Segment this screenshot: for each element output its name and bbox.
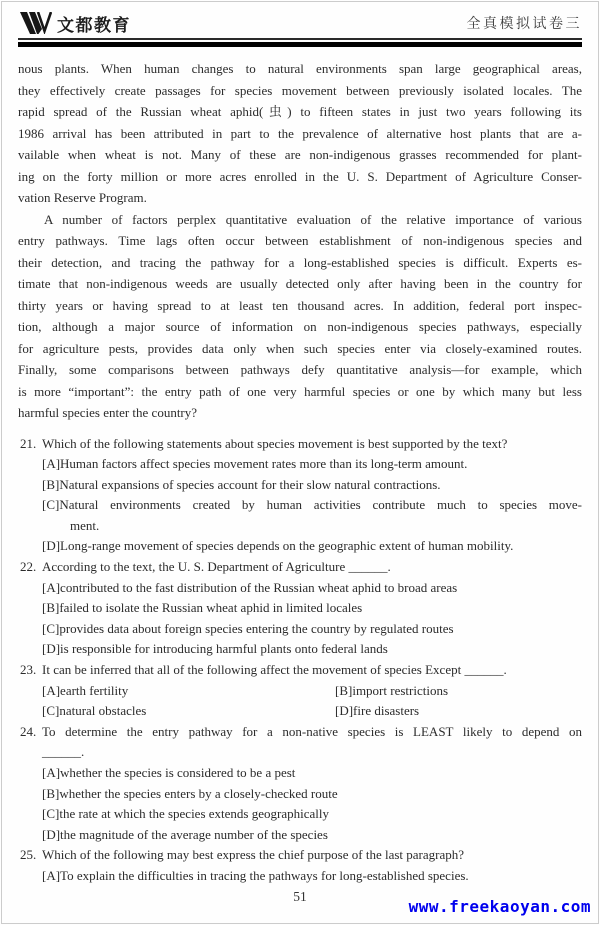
passage-line: 1986 arrival has been attributed in part to the prevalence of alternative host plants that are a- bbox=[18, 125, 582, 141]
brand-name: 文都教育 bbox=[57, 15, 131, 35]
passage-line: A number of factors perplex quantitative evaluation of the relative importance of various bbox=[44, 211, 582, 227]
passage-line: nous plants. When human changes to natural environments span large geographical areas, bbox=[18, 61, 582, 76]
question-number: 24. bbox=[20, 723, 37, 739]
passage-line: is more “important”: the entry path of one very harmful species or one by which many but less bbox=[18, 383, 582, 399]
question-body bbox=[42, 722, 582, 846]
question-number: 23. bbox=[20, 662, 37, 678]
reading-passage bbox=[18, 58, 582, 424]
question-body bbox=[42, 557, 582, 660]
question-number: 21. bbox=[20, 435, 37, 451]
passage-line: they effectively create passages for species movement between previously isolated locales. The bbox=[18, 82, 582, 98]
option-cell: [B]import restrictions bbox=[335, 682, 449, 698]
question-stem-line: Which of the following may best express the chief purpose of the last paragraph? bbox=[42, 847, 464, 863]
option-line: [B]Natural expansions of species account for their slow natural contractions. bbox=[42, 476, 441, 492]
option-line: [A]whether the species is considered to be a pest bbox=[42, 765, 296, 780]
question-body bbox=[42, 660, 582, 722]
option-line: ment. bbox=[70, 517, 100, 533]
watermark-link[interactable]: www.freekaoyan.com bbox=[408, 897, 591, 916]
header-rule-thick bbox=[18, 42, 582, 47]
option-line: [C]provides data about foreign species entering the country by regulated routes bbox=[42, 620, 454, 636]
passage-line: harmful species enter the country? bbox=[18, 405, 198, 420]
page-header bbox=[20, 10, 582, 36]
passage-line: vation Reserve Program. bbox=[18, 190, 147, 205]
option-cell: [A]earth fertility bbox=[42, 682, 129, 698]
option-line: [D]Long-range movement of species depends on the geographic extent of human mobility. bbox=[42, 538, 514, 554]
brand bbox=[20, 11, 131, 36]
passage-line: thirty years or having spread to at least ten thousand acres. In addition, federal port inspec- bbox=[18, 297, 582, 313]
option-line: [A]contributed to the fast distribution of the Russian wheat aphid to broad areas bbox=[42, 579, 458, 595]
question bbox=[18, 845, 582, 886]
option-line: [D]the magnitude of the average number of the species bbox=[42, 826, 328, 842]
question-stem-line: To determine the entry pathway for a non-native species is LEAST likely to depend on bbox=[42, 723, 582, 739]
question-stem-line: It can be inferred that all of the following affect the movement of species Except ______. bbox=[42, 662, 507, 678]
passage-line: Finally, some comparisons between pathways defy quantitative analysis—for example, which bbox=[18, 362, 582, 377]
passage-line: for agriculture pests, provides data only when such species enter via closely-examined routes. bbox=[18, 340, 582, 356]
question bbox=[18, 660, 582, 722]
passage-line: their detection, and tracing the pathway for a long-established species is difficult. Experts es- bbox=[18, 254, 582, 270]
option-line: [B]failed to isolate the Russian wheat aphid in limited locales bbox=[42, 600, 363, 616]
question-stem-line: According to the text, the U. S. Department of Agriculture ______. bbox=[42, 559, 391, 575]
option-line: [C]Natural environments created by human activities contribute much to species move- bbox=[42, 497, 582, 513]
option-line: [C]the rate at which the species extends geographically bbox=[42, 806, 329, 822]
question-stem-line: Which of the following statements about species movement is best supported by the text? bbox=[42, 435, 508, 451]
question-list bbox=[18, 434, 582, 887]
question-number: 22. bbox=[20, 559, 37, 575]
question-number: 25. bbox=[20, 847, 37, 863]
passage-line: timate that non-indigenous weeds are usually detected only after having been in the country for bbox=[18, 276, 582, 291]
option-cell: [C]natural obstacles bbox=[42, 703, 147, 719]
passage-line: entry pathways. Time lags often occur between establishment of non-indigenous species and bbox=[18, 233, 582, 248]
question bbox=[18, 557, 582, 660]
option-row bbox=[42, 681, 582, 702]
option-row bbox=[42, 701, 582, 722]
wendu-w-logo-icon bbox=[20, 12, 52, 34]
question bbox=[18, 434, 582, 558]
question-stem-line: ______. bbox=[42, 744, 85, 760]
passage-line: ing on the forty million or more acres enrolled in the U. S. Department of Agriculture Conser- bbox=[18, 168, 582, 184]
question-body bbox=[42, 434, 582, 558]
passage-line: vailable when wheat is not. Many of these are non-indigenous grasses recommended for plant- bbox=[18, 147, 582, 162]
option-line: [A]Human factors affect species movement rates more than its long-term amount. bbox=[42, 456, 468, 472]
passage-line: rapid spread of the Russian wheat aphid(虫) to fifteen states in just two years following its bbox=[18, 104, 582, 119]
paper-title: 全真模拟试卷三 bbox=[466, 15, 582, 31]
option-line: [A]To explain the difficulties in tracing the pathways for long-established species. bbox=[42, 867, 469, 883]
option-line: [D]is responsible for introducing harmful plants onto federal lands bbox=[42, 641, 388, 657]
option-cell: [D]fire disasters bbox=[335, 703, 420, 719]
header-rule-thin bbox=[18, 38, 582, 40]
question-body bbox=[42, 845, 582, 886]
question bbox=[18, 722, 582, 846]
passage-line: tion, although a major source of information on non-indigenous species pathways, especially bbox=[18, 319, 582, 334]
page-content bbox=[18, 58, 582, 887]
page-number: 51 bbox=[293, 889, 307, 904]
option-line: [B]whether the species enters by a closely-checked route bbox=[42, 785, 338, 801]
